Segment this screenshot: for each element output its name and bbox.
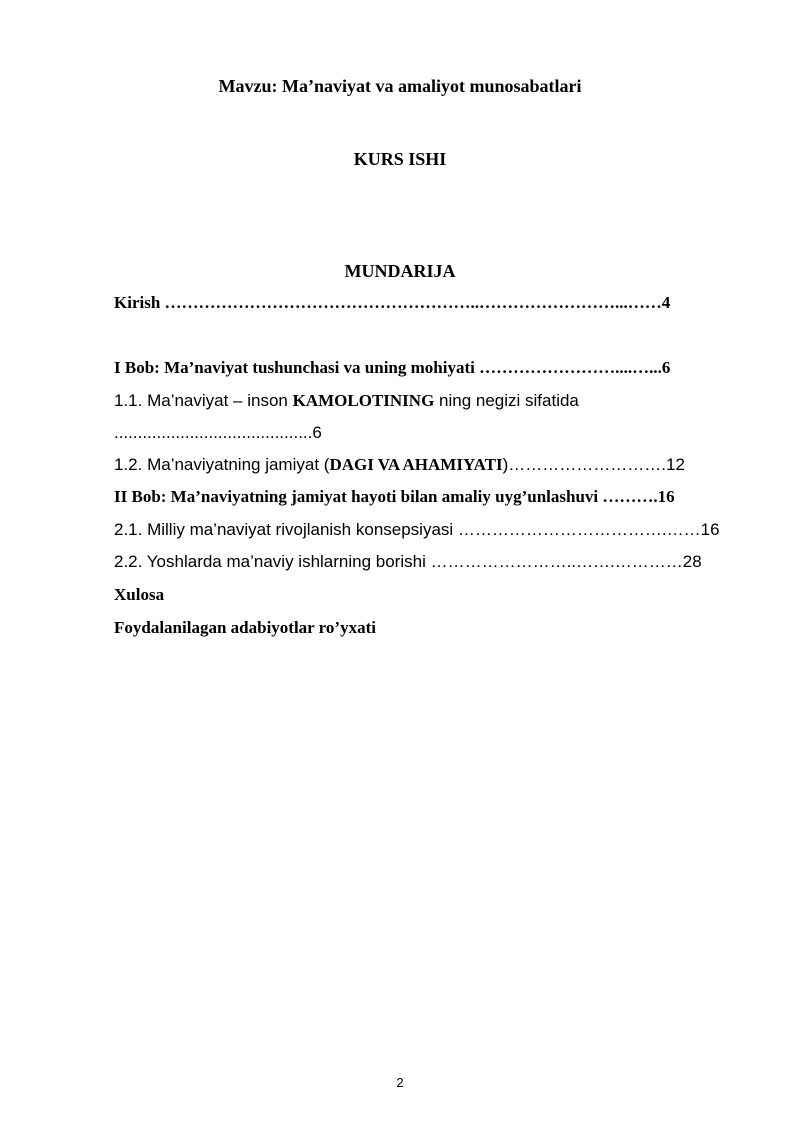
toc-entry-1-1-text: 1.1. Ma’naviyat – inson	[114, 391, 293, 410]
toc-entry-2-1: 2.1. Milliy ma’naviyat rivojlanish konsepsiyasi ……………………………….……16	[114, 520, 720, 539]
topic-heading: Mavzu: Ma’naviyat va amaliyot munosabatlari	[218, 76, 582, 96]
toc-entry-1-2	[114, 455, 685, 475]
toc-entry-kirish: Kirish ………………………………………………..……………………...……4	[114, 293, 671, 312]
toc-entry-1-2-suffix: )……………………….12	[502, 455, 685, 474]
toc-entry-2-2: 2.2. Yoshlarda ma’naviy ishlarning borishi ……………………..…….…………28	[114, 552, 702, 571]
toc-entry-1-1-emphasis: KAMOLOTINING	[292, 391, 435, 410]
toc-entry-1-1	[114, 391, 579, 411]
work-type-heading: KURS ISHI	[353, 149, 447, 169]
toc-entry-1-1-suffix: ning negizi sifatida	[434, 391, 579, 410]
toc-entry-bob1: I Bob: Ma’naviyat tushunchasi va uning mohiyati ……………………....…...6	[114, 358, 671, 377]
toc-entry-bob2: II Bob: Ma’naviyatning jamiyat hayoti bilan amaliy uyg’unlashuvi ……….16	[114, 487, 675, 506]
toc-entry-xulosa: Xulosa	[114, 585, 165, 604]
toc-entry-1-2-emphasis: DAGI VA AHAMIYATI	[329, 455, 503, 474]
page-number: 2	[396, 1075, 404, 1090]
toc-entry-adabiyotlar: Foydalanilagan adabiyotlar ro’yxati	[114, 618, 376, 637]
toc-entry-1-2-text: 1.2. Ma’naviyatning jamiyat (	[114, 455, 330, 474]
toc-title: MUNDARIJA	[344, 261, 456, 281]
toc-entry-1-1-page: ..........................................6	[114, 423, 322, 442]
